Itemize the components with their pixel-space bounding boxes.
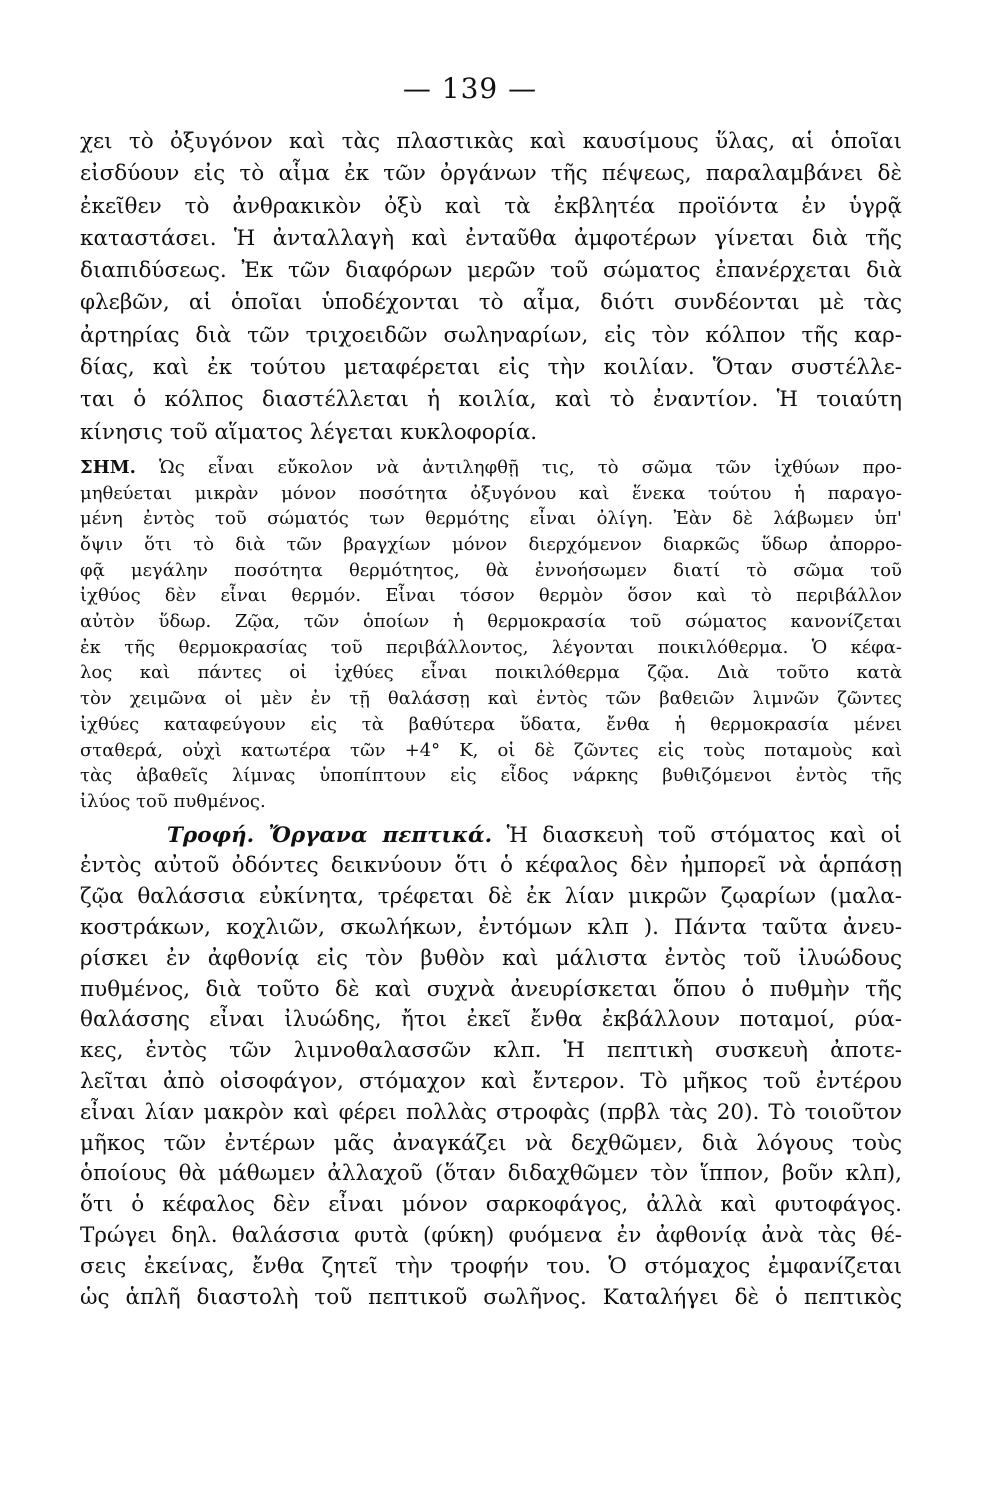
note-line: ἐκ τῆς θερμοκρασίας τοῦ περιβάλλοντος, λέγονται ποικιλόθερμα. Ὁ κέφα- [80,636,902,658]
section-first-text: Ἡ διασκευὴ τοῦ στόματος καὶ οἱ [506,822,902,848]
note-first-text: Ὡς εἶναι εὔκολον νὰ ἀντιληφθῇ τις, τὸ σῶμα τῶν ἰχθύων προ- [159,456,902,478]
text-line: ζῷα θαλάσσια εὐκίνητα, τρέφεται δὲ ἐκ λίαν μικρῶν ζῳαρίων (μαλα- [80,884,902,910]
section-heading-digestive-organs: Ὄργανα πεπτικά. [268,822,493,848]
text-line: διαπιδύσεως. Ἐκ τῶν διαφόρων μερῶν τοῦ σώματος ἐπανέρχεται διὰ [80,258,902,284]
text-line: ται ὁ κόλπος διαστέλλεται ἡ κοιλία, καὶ τὸ ἐναντίον. Ἡ τοιαύτη [80,387,902,413]
text-line: σεις ἐκείνας, ἔνθα ζητεῖ τὴν τροφήν του. Ὁ στόμαχος ἐμφανίζεται [80,1253,902,1279]
text-line: κίνησις τοῦ αἵματος λέγεται κυκλοφορία. [80,419,538,445]
note-line: ἰχθύες καταφεύγουν εἰς τὰ βαθύτερα ὕδατα, ἔνθα ἡ θερμοκρασία μένει [80,713,902,735]
text-line: ἀρτηρίας διὰ τῶν τριχοειδῶν σωληναρίων, εἰς τὸν κόλπον τῆς καρ- [80,322,902,348]
note-line: τὰς ἀβαθεῖς λίμνας ὑποπίπτουν εἰς εἶδος νάρκης βυθιζόμενοι ἐντὸς τῆς [80,765,902,787]
text-line: φλεβῶν, αἱ ὁποῖαι ὑποδέχονται τὸ αἷμα, διότι συνδέονται μὲ τὰς [80,290,902,316]
text-line: μῆκος τῶν ἐντέρων μᾶς ἀναγκάζει νὰ δεχθῶμεν, διὰ λόγους τοὺς [80,1130,902,1156]
text-line: λεῖται ἀπὸ οἰσοφάγον, στόμαχον καὶ ἔντερον. Τὸ μῆκος τοῦ ἐντέρου [80,1068,902,1094]
note-line: ἰχθύος δὲν εἶναι θερμόν. Εἶναι τόσον θερμὸν ὅσον καὶ τὸ περιβάλλον [80,585,902,607]
text-line: ἐντὸς αὐτοῦ ὀδόντες δεικνύουν ὅτι ὁ κέφαλος δὲν ἠμπορεῖ νὰ ἁρπάσῃ [80,853,902,879]
text-line: ὅτι ὁ κέφαλος δὲν εἶναι μόνον σαρκοφάγος, ἀλλὰ καὶ φυτοφάγος. [80,1192,902,1218]
note-line: λος καὶ πάντες οἱ ἰχθύες εἶναι ποικιλόθερμα ζῷα. Διὰ τοῦτο κατὰ [80,662,902,684]
text-line: ρίσκει ἐν ἀφθονίᾳ εἰς τὸν βυθὸν καὶ μάλιστα ἐντὸς τοῦ ἰλυώδους [80,945,902,971]
note-line: αὐτὸν ὕδωρ. Ζῷα, τῶν ὁποίων ἡ θερμοκρασία τοῦ σώματος κανονίζεται [80,611,902,633]
text-line: εἰσδύουν εἰς τὸ αἷμα ἐκ τῶν ὀργάνων τῆς πέψεως, παραλαμβάνει δὲ [80,161,902,187]
text-line: χει τὸ ὀξυγόνον καὶ τὰς πλαστικὰς καὶ καυσίμους ὕλας, αἱ ὁποῖαι [80,129,902,154]
text-body [80,126,902,1313]
page-number: — 139 — [402,72,538,105]
paragraph-digestion [80,821,902,1314]
text-line: Τρώγει δηλ. θαλάσσια φυτὰ (φύκη) φυόμενα ἐν ἀφθονίᾳ ἀνὰ τὰς θέ- [80,1222,902,1248]
note-label: ΣΗΜ. [80,456,136,478]
text-line: ὡς ἁπλῆ διαστολὴ τοῦ πεπτικοῦ σωλῆνος. Καταλήγει δὲ ὁ πεπτικὸς [80,1284,902,1310]
note-line: σταθερά, οὐχὶ κατωτέρα τῶν +4° K, οἱ δὲ ζῶντες εἰς τοὺς ποταμοὺς καὶ [80,739,902,761]
text-line: κες, ἐντὸς τῶν λιμνοθαλασσῶν κλπ. Ἡ πεπτικὴ συσκευὴ ἀποτε- [80,1038,902,1064]
text-line: κοστράκων, κοχλιῶν, σκωλήκων, ἐντόμων κλπ ). Πάντα ταῦτα ἀνευ- [80,914,902,940]
text-line: καταστάσει. Ἡ ἀνταλλαγὴ καὶ ἐνταῦθα ἀμφοτέρων γίνεται διὰ τῆς [80,225,902,251]
note-line: μηθεύεται μικρὰν μόνον ποσότητα ὀξυγόνου καὶ ἕνεκα τούτου ἡ παραγο- [80,482,902,504]
text-line: θαλάσσης εἶναι ἰλυώδης, ἤτοι ἐκεῖ ἔνθα ἐκβάλλουν ποταμοί, ρύα- [80,1007,902,1033]
text-line: πυθμένος, διὰ τοῦτο δὲ καὶ συχνὰ ἀνευρίσκεται ὅπου ὁ πυθμὴν τῆς [80,976,902,1002]
note-line: ὄψιν ὅτι τὸ διὰ τῶν βραγχίων μόνον διερχόμενον διαρκῶς ὕδωρ ἀπορρο- [80,534,902,556]
section-first-line [80,821,902,852]
note-line: μένη ἐντὸς τοῦ σώματός των θερμότης εἶναι ὀλίγη. Ἐὰν δὲ λάβωμεν ὑπ' [80,508,902,530]
text-line: ὁποίους θὰ μάθωμεν ἀλλαχοῦ (ὅταν διδαχθῶμεν τὸν ἵππον, βοῦν κλπ), [80,1161,902,1187]
text-line: δίας, καὶ ἐκ τούτου μεταφέρεται εἰς τὴν κοιλίαν. Ὅταν συστέλλε- [80,355,902,381]
note-line: φᾷ μεγάλην ποσότητα θερμότητος, θὰ ἐννοήσωμεν διατί τὸ σῶμα τοῦ [80,559,902,581]
note-line: ἰλύος τοῦ πυθμένος. [80,790,266,812]
note-paragraph [80,455,902,815]
text-line: εἶναι λίαν μακρὸν καὶ φέρει πολλὰς στροφὰς (πρβλ τὰς 20). Τὸ τοιοῦτον [80,1099,902,1125]
note-line: τὸν χειμῶνα οἱ μὲν ἐν τῇ θαλάσσῃ καὶ ἐντὸς τῶν βαθειῶν λιμνῶν ζῶντες [80,688,902,710]
note-first-line [80,455,902,481]
text-line: ἐκεῖθεν τὸ ἀνθρακικὸν ὀξὺ καὶ τὰ ἐκβλητέα προϊόντα ἐν ὑγρᾷ [80,193,902,219]
section-heading-food: Τροφή. [166,822,255,848]
paragraph-circulation [80,126,902,449]
